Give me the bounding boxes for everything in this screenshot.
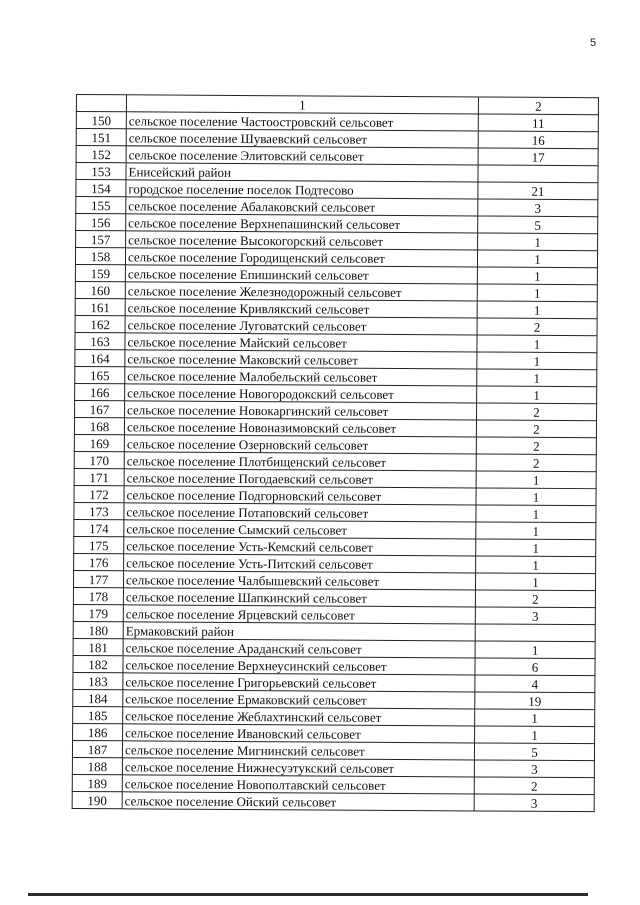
row-value-cell: 6 [475, 658, 595, 676]
row-number-cell: 165 [75, 366, 125, 383]
row-number-cell: 166 [75, 383, 125, 400]
row-number-cell: 167 [75, 400, 125, 417]
row-number-cell: 154 [76, 180, 126, 197]
row-name-cell: сельское поселение Плотбищенский сельсовет [124, 452, 476, 471]
row-number-cell: 160 [75, 281, 125, 298]
row-name-cell: сельское поселение Григорьевский сельсовет [123, 673, 475, 692]
table-body [72, 95, 598, 812]
row-value-cell [478, 165, 598, 183]
row-name-cell: сельское поселение Усть-Питский сельсовет [124, 554, 476, 573]
row-value-cell: 1 [476, 488, 596, 506]
row-number-cell: 185 [73, 706, 123, 723]
row-name-cell: сельское поселение Высокогорский сельсовет [126, 231, 478, 250]
row-value-cell: 5 [474, 743, 594, 761]
row-name-cell: сельское поселение Шапкинский сельсовет [123, 588, 475, 607]
row-value-cell: 21 [478, 182, 598, 200]
row-name-cell: городское поселение поселок Подтесово [126, 180, 478, 199]
row-value-cell: 3 [475, 607, 595, 625]
row-value-cell: 1 [477, 284, 597, 302]
scan-edge-line [28, 893, 588, 896]
row-number-cell: 163 [75, 332, 125, 349]
row-name-cell: сельское поселение Ермаковский сельсовет [123, 690, 475, 709]
row-value-cell: 2 [476, 437, 596, 455]
row-name-cell: сельское поселение Жеблахтинский сельсовет [123, 707, 475, 726]
row-value-cell: 1 [477, 386, 597, 404]
row-number-cell: 177 [73, 570, 123, 587]
row-value-cell: 1 [475, 641, 595, 659]
row-number-cell: 158 [75, 248, 125, 265]
row-number-cell: 189 [72, 774, 122, 791]
row-value-cell: 1 [476, 539, 596, 557]
row-value-cell: 16 [478, 131, 598, 149]
row-name-cell: Енисейский район [126, 163, 478, 182]
row-number-cell: 162 [75, 315, 125, 332]
row-value-cell: 2 [474, 777, 594, 795]
row-name-cell: сельское поселение Верхнеусинский сельсовет [123, 656, 475, 675]
row-name-cell: сельское поселение Городищенский сельсовет [125, 248, 477, 267]
header-cell-number [76, 95, 126, 112]
table-row [72, 791, 594, 811]
row-value-cell: 2 [476, 454, 596, 472]
row-value-cell: 11 [478, 114, 598, 132]
row-name-cell: сельское поселение Нижнесуэтукский сельсовет [122, 758, 474, 777]
row-number-cell: 182 [73, 655, 123, 672]
row-name-cell: сельское поселение Верхнепашинский сельсовет [126, 214, 478, 233]
row-number-cell: 168 [74, 417, 124, 434]
row-value-cell: 2 [477, 403, 597, 421]
row-name-cell: сельское поселение Чалбышевский сельсовет [123, 571, 475, 590]
row-value-cell: 1 [476, 522, 596, 540]
row-value-cell: 1 [476, 505, 596, 523]
document-table-container [72, 94, 598, 812]
row-name-cell: сельское поселение Усть-Кемский сельсовет [124, 537, 476, 556]
row-value-cell: 2 [477, 318, 597, 336]
row-name-cell: сельское поселение Ивановский сельсовет [123, 724, 475, 743]
row-number-cell: 155 [76, 197, 126, 214]
row-number-cell: 169 [74, 434, 124, 451]
row-name-cell: сельское поселение Ойский сельсовет [122, 792, 474, 811]
row-value-cell: 1 [477, 250, 597, 268]
row-name-cell: сельское поселение Маковский сельсовет [125, 350, 477, 369]
row-value-cell: 2 [476, 420, 596, 438]
row-name-cell: сельское поселение Погодаевский сельсовет [124, 469, 476, 488]
row-number-cell: 178 [73, 587, 123, 604]
row-number-cell: 183 [73, 672, 123, 689]
row-number-cell: 181 [73, 638, 123, 655]
row-number-cell: 159 [75, 264, 125, 281]
row-name-cell: сельское поселение Железнодорожный сельсовет [125, 282, 477, 301]
row-value-cell: 5 [478, 216, 598, 234]
row-name-cell: сельское поселение Араданский сельсовет [123, 639, 475, 658]
row-name-cell: сельское поселение Ярцевский сельсовет [123, 605, 475, 624]
row-name-cell: сельское поселение Потаповский сельсовет [124, 503, 476, 522]
row-name-cell: сельское поселение Епишинский сельсовет [125, 265, 477, 284]
row-value-cell: 1 [477, 267, 597, 285]
row-number-cell: 171 [74, 468, 124, 485]
row-name-cell: сельское поселение Частоостровский сельсовет [126, 112, 478, 131]
row-number-cell: 156 [76, 214, 126, 231]
row-number-cell: 151 [76, 129, 126, 146]
row-value-cell: 19 [475, 692, 595, 710]
row-value-cell: 1 [477, 335, 597, 353]
row-value-cell: 3 [474, 794, 594, 812]
row-name-cell: сельское поселение Малобельский сельсовет [125, 367, 477, 386]
row-number-cell: 164 [75, 349, 125, 366]
row-number-cell: 152 [76, 146, 126, 163]
row-value-cell: 2 [475, 590, 595, 608]
row-value-cell: 1 [475, 573, 595, 591]
row-name-cell: сельское поселение Кривлякский сельсовет [125, 299, 477, 318]
row-value-cell: 1 [475, 726, 595, 744]
header-cell-name: 1 [126, 95, 478, 114]
row-value-cell: 1 [478, 233, 598, 251]
row-name-cell: сельское поселение Майский сельсовет [125, 333, 477, 352]
row-value-cell: 4 [475, 675, 595, 693]
row-name-cell: сельское поселение Сымский сельсовет [124, 520, 476, 539]
row-value-cell: 1 [476, 556, 596, 574]
row-value-cell: 1 [476, 471, 596, 489]
row-value-cell [475, 624, 595, 642]
row-value-cell: 1 [477, 301, 597, 319]
page-number: 5 [590, 37, 597, 49]
row-value-cell: 1 [475, 709, 595, 727]
row-number-cell: 179 [73, 604, 123, 621]
row-value-cell: 3 [478, 199, 598, 217]
row-name-cell: сельское поселение Новополтавский сельсовет [122, 775, 474, 794]
row-number-cell: 184 [73, 689, 123, 706]
row-number-cell: 150 [76, 112, 126, 129]
row-number-cell: 173 [74, 502, 124, 519]
row-number-cell: 188 [72, 757, 122, 774]
row-name-cell: сельское поселение Луговатский сельсовет [125, 316, 477, 335]
row-number-cell: 175 [74, 536, 124, 553]
row-value-cell: 1 [477, 369, 597, 387]
row-name-cell: сельское поселение Озерновский сельсовет [124, 435, 476, 454]
row-number-cell: 180 [73, 621, 123, 638]
row-value-cell: 1 [477, 352, 597, 370]
row-number-cell: 190 [72, 791, 122, 808]
row-number-cell: 187 [72, 740, 122, 757]
row-number-cell: 172 [74, 485, 124, 502]
row-number-cell: 174 [74, 519, 124, 536]
row-name-cell: сельское поселение Абалаковский сельсовет [126, 197, 478, 216]
header-cell-value: 2 [478, 97, 598, 115]
row-number-cell: 176 [74, 553, 124, 570]
row-name-cell: сельское поселение Новогородокский сельсовет [125, 384, 477, 403]
row-name-cell: сельское поселение Новокаргинский сельсовет [125, 401, 477, 420]
row-number-cell: 153 [76, 163, 126, 180]
row-value-cell: 17 [478, 148, 598, 166]
settlements-table [72, 94, 599, 812]
row-number-cell: 170 [74, 451, 124, 468]
row-name-cell: сельское поселение Мигнинский сельсовет [122, 741, 474, 760]
row-number-cell: 157 [76, 231, 126, 248]
row-name-cell: сельское поселение Новоназимовский сельсовет [124, 418, 476, 437]
row-name-cell: сельское поселение Элитовский сельсовет [126, 146, 478, 165]
row-number-cell: 186 [73, 723, 123, 740]
row-name-cell: сельское поселение Шуваевский сельсовет [126, 129, 478, 148]
row-value-cell: 3 [474, 760, 594, 778]
row-name-cell: сельское поселение Подгорновский сельсовет [124, 486, 476, 505]
row-name-cell: Ермаковский район [123, 622, 475, 641]
row-number-cell: 161 [75, 298, 125, 315]
